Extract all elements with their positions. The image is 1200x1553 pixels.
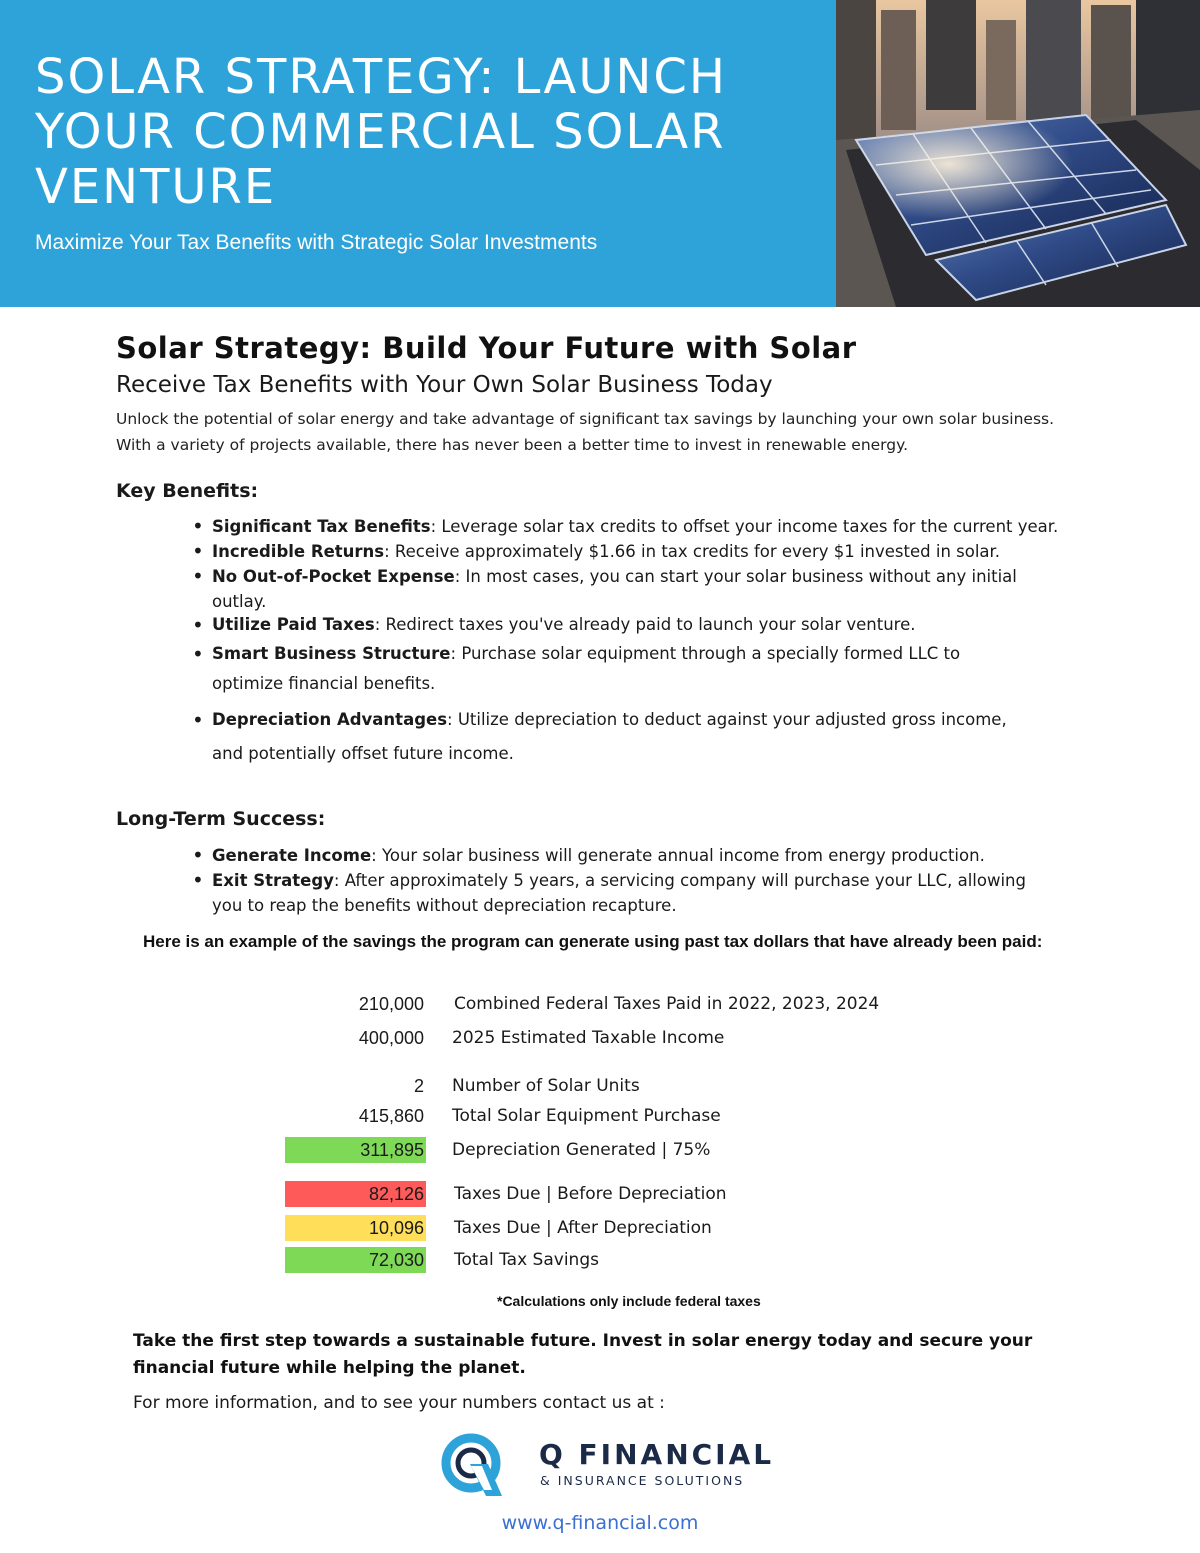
row-value: 400,000 <box>358 1028 424 1048</box>
website-link[interactable]: www.q-financial.com <box>501 1512 699 1534</box>
hero-title-panel <box>0 0 836 307</box>
row-value: 72,030 <box>285 1247 426 1273</box>
list-item: • Smart Business Structure: Purchase solar equipment through a specially formed LLC to optimize financial benefits. <box>190 639 1020 699</box>
list-item: • Utilize Paid Taxes: Redirect taxes you've already paid to launch your solar venture. <box>190 614 1080 636</box>
rooftop-solar-panels-photo <box>836 0 1200 307</box>
row-value: 210,000 <box>358 994 424 1014</box>
list-item: • Generate Income: Your solar business will generate annual income from energy production. <box>190 843 1080 868</box>
row-label: Total Tax Savings <box>454 1250 599 1270</box>
table-row <box>0 1247 1200 1275</box>
intro-section <box>116 330 1076 458</box>
list-item: • Incredible Returns: Receive approximately $1.66 in tax credits for every $1 invested in solar. <box>190 539 1080 564</box>
q-logo-icon <box>440 1430 506 1498</box>
row-value: 2 <box>413 1076 424 1096</box>
row-value: 82,126 <box>285 1181 426 1207</box>
table-row <box>0 1073 1200 1101</box>
list-item: • No Out-of-Pocket Expense: In most cases, you can start your solar business without any initial outlay. <box>190 564 1020 614</box>
row-label: Taxes Due | After Depreciation <box>454 1218 712 1238</box>
row-label: Total Solar Equipment Purchase <box>452 1106 721 1126</box>
list-item: • Exit Strategy: After approximately 5 years, a servicing company will purchase your LLC, allowing you to reap the benefits without depreciation recapture. <box>190 868 1050 918</box>
row-label: 2025 Estimated Taxable Income <box>452 1028 725 1048</box>
page-title: SOLAR STRATEGY: LAUNCH YOUR COMMERCIAL SOLAR VENTURE <box>35 49 727 215</box>
row-value: 311,895 <box>285 1137 426 1163</box>
intro-paragraph: Unlock the potential of solar energy and take advantage of significant tax savings by launching your own solar business. With a variety of projects available, there has never been a better time to invest in renewable energy. <box>116 410 1055 454</box>
row-label: Combined Federal Taxes Paid in 2022, 2023, 2024 <box>454 994 880 1014</box>
table-row <box>0 1103 1200 1131</box>
q-financial-logo[interactable] <box>440 1430 775 1498</box>
row-label: Number of Solar Units <box>452 1076 640 1096</box>
list-item: • Significant Tax Benefits: Leverage solar tax credits to offset your income taxes for the current year. <box>190 514 1080 539</box>
long-term-list <box>190 843 1080 918</box>
table-row <box>0 1137 1200 1165</box>
section-subheading: Receive Tax Benefits with Your Own Solar Business Today <box>116 372 773 398</box>
table-row <box>0 1181 1200 1209</box>
example-intro: Here is an example of the savings the program can generate using past tax dollars that have already been paid: <box>143 932 1043 951</box>
row-label: Taxes Due | Before Depreciation <box>454 1184 727 1204</box>
key-benefits-title: Key Benefits: <box>116 480 259 502</box>
row-label: Depreciation Generated | 75% <box>452 1140 711 1160</box>
logo-tagline: & INSURANCE SOLUTIONS <box>540 1473 745 1488</box>
page-subtitle: Maximize Your Tax Benefits with Strategic Solar Investments <box>35 231 598 254</box>
list-item: • Depreciation Advantages: Utilize depreciation to deduct against your adjusted gross income, and potentially offset future income. <box>190 703 1020 771</box>
long-term-success-title: Long-Term Success: <box>116 808 326 830</box>
table-row <box>0 1215 1200 1243</box>
row-value: 10,096 <box>285 1215 426 1241</box>
key-benefits-list <box>190 514 1080 771</box>
table-row <box>0 1025 1200 1053</box>
row-value: 415,860 <box>358 1106 424 1126</box>
hero-banner <box>0 0 1200 307</box>
logo-name: Q FINANCIAL <box>539 1438 775 1471</box>
call-to-action: Take the first step towards a sustainable future. Invest in solar energy today and secure your financial future while helping the planet. <box>133 1331 1033 1378</box>
table-row <box>0 991 1200 1019</box>
calculation-footnote: *Calculations only include federal taxes <box>497 1293 761 1309</box>
contact-line: For more information, and to see your numbers contact us at : <box>133 1393 665 1413</box>
section-heading: Solar Strategy: Build Your Future with Solar <box>116 331 857 365</box>
